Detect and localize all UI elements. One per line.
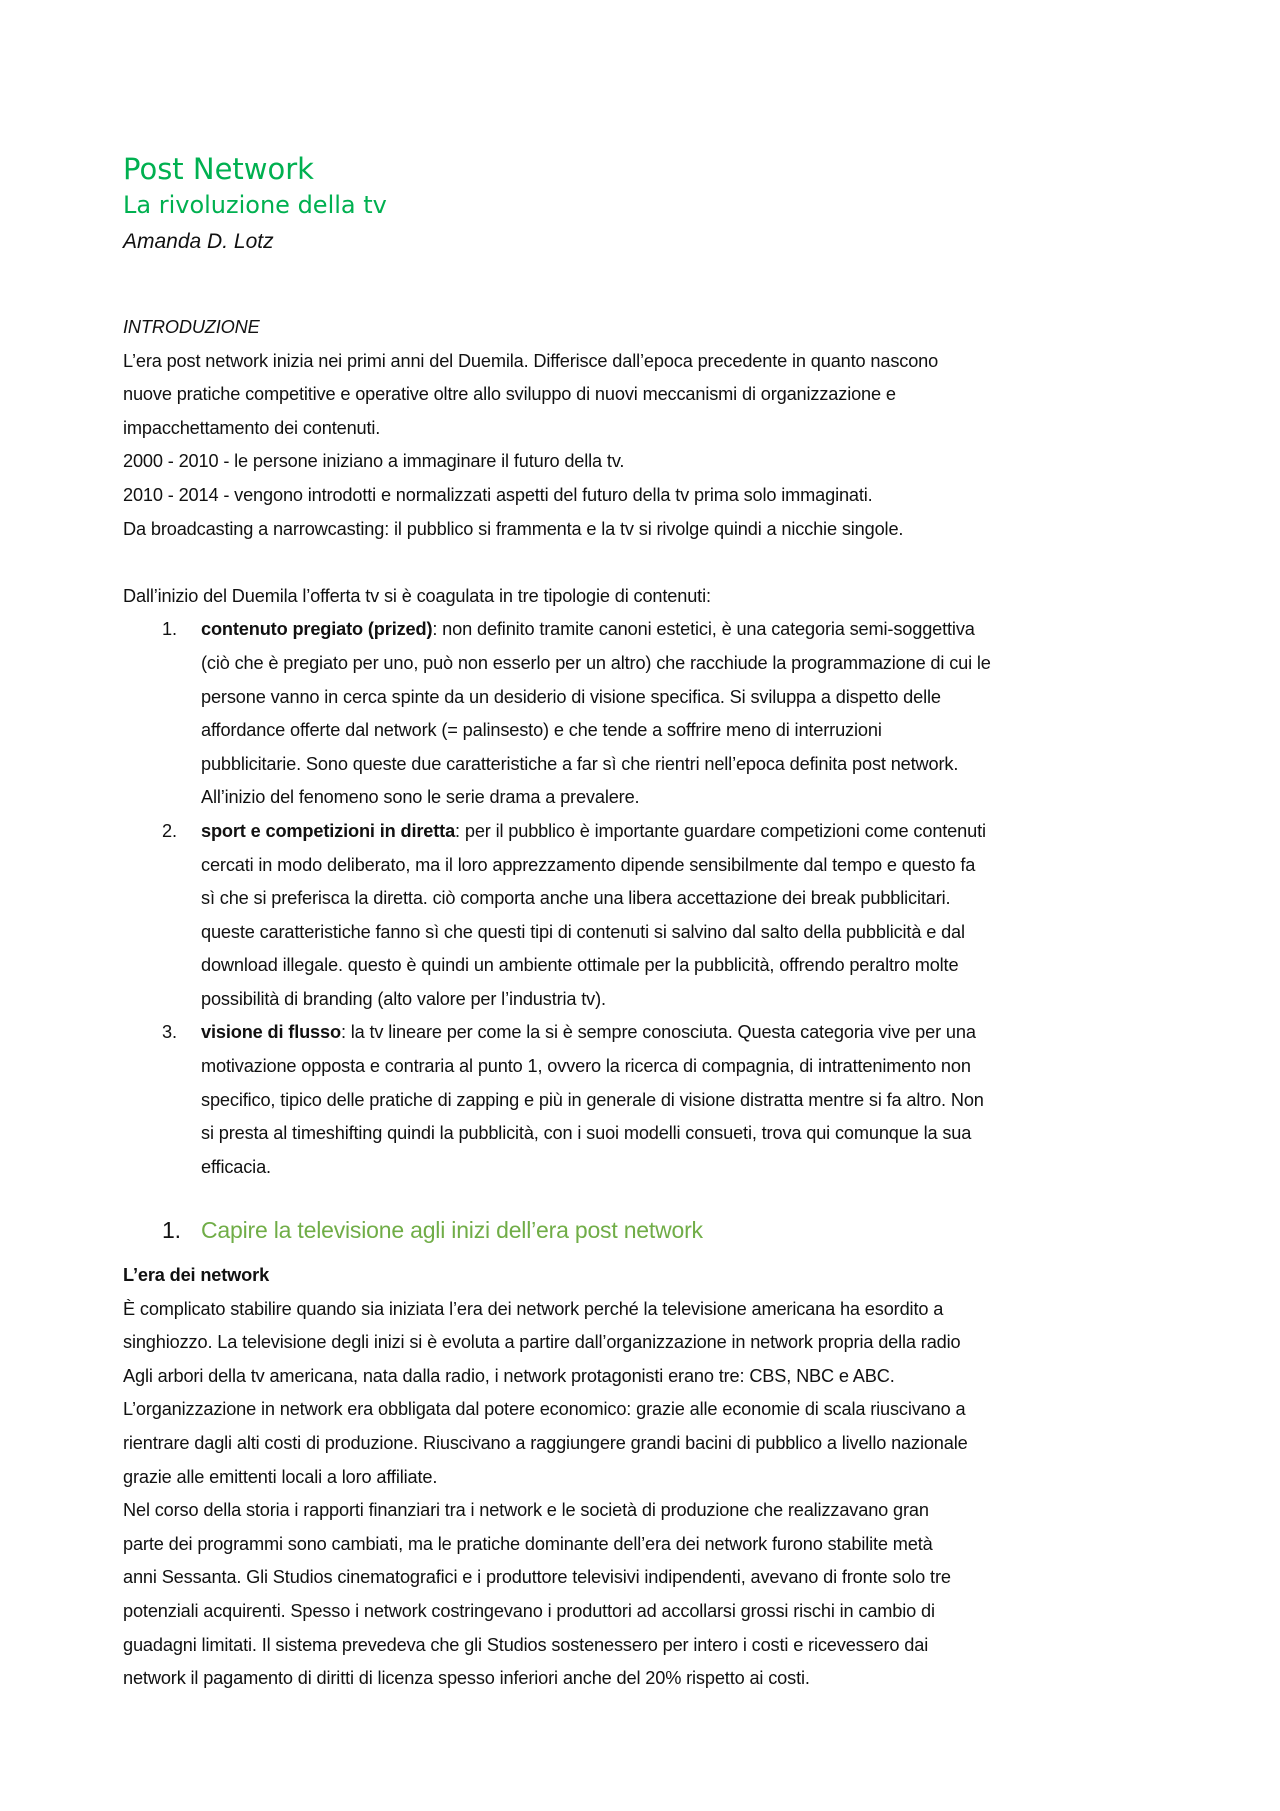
document-author: Amanda D. Lotz xyxy=(123,230,274,253)
text-line xyxy=(162,815,1180,849)
list-number: 3. xyxy=(162,1022,177,1043)
section-1 xyxy=(123,1210,1180,1696)
text-line: pubblicitarie. Sono queste due caratteristiche a far sì che rientri nell’epoca definita post network. xyxy=(201,753,959,774)
text-line: affordance offerte dal network (= palinsesto) e che tende a soffrire meno di interruzioni xyxy=(201,720,882,741)
text-line: specifico, tipico delle pratiche di zapping e più in generale di visione distratta mentre si fa altro. Non xyxy=(201,1089,984,1110)
text-line: È complicato stabilire quando sia iniziata l’era dei network perché la televisione americana ha esordito a xyxy=(123,1298,944,1319)
text-line: motivazione opposta e contraria al punto 1, ovvero la ricerca di compagnia, di intrattenimento non xyxy=(201,1056,971,1077)
text-line: 2000 - 2010 - le persone iniziano a immaginare il futuro della tv. xyxy=(123,451,625,472)
section-paragraph xyxy=(123,1293,1180,1696)
text-line: grazie alle emittenti locali a loro affiliate. xyxy=(123,1466,438,1487)
list-intro: Dall’inizio del Duemila l’offerta tv si è coagulata in tre tipologie di contenuti: xyxy=(123,585,711,606)
text-line: singhiozzo. La televisione degli inizi si è evoluta a partire dall’organizzazione in network propria della radio xyxy=(123,1332,961,1353)
text-line: queste caratteristiche fanno sì che questi tipi di contenuti si salvino dal salto della pubblicità e dal xyxy=(201,921,965,942)
subheading: L’era dei network xyxy=(123,1265,270,1285)
text-line: rientrare dagli alti costi di produzione. Riuscivano a raggiungere grandi bacini di pubblico a livello nazionale xyxy=(123,1432,968,1453)
text-line: persone vanno in cerca spinte da un desiderio di visione specifica. Si sviluppa a dispetto delle xyxy=(201,686,941,707)
text-line xyxy=(162,1016,1180,1050)
list-item-term: contenuto pregiato (prized) xyxy=(201,619,433,640)
text-line: impacchettamento dei contenuti. xyxy=(123,417,381,438)
text-line: download illegale. questo è quindi un ambiente ottimale per la pubblicità, offrendo peraltro molte xyxy=(201,955,959,976)
text-line xyxy=(162,613,1180,647)
text-line: L’organizzazione in network era obbligata dal potere economico: grazie alle economie di scala riuscivano a xyxy=(123,1399,966,1420)
list-item-text: : la tv lineare per come la si è sempre conosciuta. Questa categoria vive per una xyxy=(340,1022,976,1043)
document-subtitle: La rivoluzione della tv xyxy=(123,191,387,219)
document-header xyxy=(123,151,1180,261)
text-line: potenziali acquirenti. Spesso i network costringevano i produttori ad accollarsi grossi rischi in cambio di xyxy=(123,1600,935,1621)
text-line: Agli arbori della tv americana, nata dalla radio, i network protagonisti erano tre: CBS, NBC e ABC. xyxy=(123,1365,895,1386)
text-line: sì che si preferisca la diretta. ciò comporta anche una libera accettazione dei break pubblicitari. xyxy=(201,888,951,909)
document-title: Post Network xyxy=(123,152,314,186)
list-item-term: sport e competizioni in diretta xyxy=(201,820,456,841)
blank-line xyxy=(123,546,1180,580)
section-title: Capire la televisione agli inizi dell’era post network xyxy=(201,1217,703,1243)
list-number: 1. xyxy=(162,619,177,640)
list-item-text: : per il pubblico è importante guardare competizioni come contenuti xyxy=(455,820,986,841)
text-line: possibilità di branding (alto valore per l’industria tv). xyxy=(201,988,606,1009)
list-number: 2. xyxy=(162,820,177,841)
text-line: efficacia. xyxy=(201,1156,271,1177)
list-item-term: visione di flusso xyxy=(201,1022,341,1043)
text-line: si presta al timeshifting quindi la pubblicità, con i suoi modelli consueti, trova qui comunque la sua xyxy=(201,1123,972,1144)
text-line: L’era post network inizia nei primi anni del Duemila. Differisce dall’epoca precedente in quanto nascono xyxy=(123,350,939,371)
text-line: Da broadcasting a narrowcasting: il pubblico si frammenta e la tv si rivolge quindi a nicchie singole. xyxy=(123,518,904,539)
text-line: anni Sessanta. Gli Studios cinematografici e i produttore televisivi indipendenti, avevano di fronte solo tre xyxy=(123,1567,951,1588)
section-number: 1. xyxy=(162,1217,181,1243)
list-item xyxy=(123,1016,1180,1184)
text-line: All’inizio del fenomeno sono le serie drama a prevalere. xyxy=(201,787,640,808)
content-types-list xyxy=(123,613,1180,1184)
text-line: parte dei programmi sono cambiati, ma le pratiche dominante dell’era dei network furono stabilite metà xyxy=(123,1533,933,1554)
text-line: Nel corso della storia i rapporti finanziari tra i network e le società di produzione che realizzavano gran xyxy=(123,1500,929,1521)
intro-paragraph xyxy=(123,345,1180,547)
list-item-text: : non definito tramite canoni estetici, è una categoria semi-soggettiva xyxy=(432,619,975,640)
text-line: nuove pratiche competitive e operative oltre allo sviluppo di nuovi meccanismi di organizzazione e xyxy=(123,384,896,405)
text-line: 2010 - 2014 - vengono introdotti e normalizzati aspetti del futuro della tv prima solo immaginati. xyxy=(123,484,873,505)
text-line: (ciò che è pregiato per uno, può non esserlo per un altro) che racchiude la programmazione di cui le xyxy=(201,652,991,673)
section-heading xyxy=(123,1210,1180,1250)
text-line: cercati in modo deliberato, ma il loro apprezzamento dipende sensibilmente dal tempo e questo fa xyxy=(201,854,976,875)
intro-heading: INTRODUZIONE xyxy=(123,317,260,337)
text-line: guadagni limitati. Il sistema prevedeva che gli Studios sostenessero per intero i costi e ricevessero dai xyxy=(123,1634,929,1655)
intro-section xyxy=(123,311,1180,1184)
text-line: network il pagamento di diritti di licenza spesso inferiori anche del 20% rispetto ai costi. xyxy=(123,1668,810,1689)
list-item xyxy=(123,613,1180,815)
list-item xyxy=(123,815,1180,1017)
